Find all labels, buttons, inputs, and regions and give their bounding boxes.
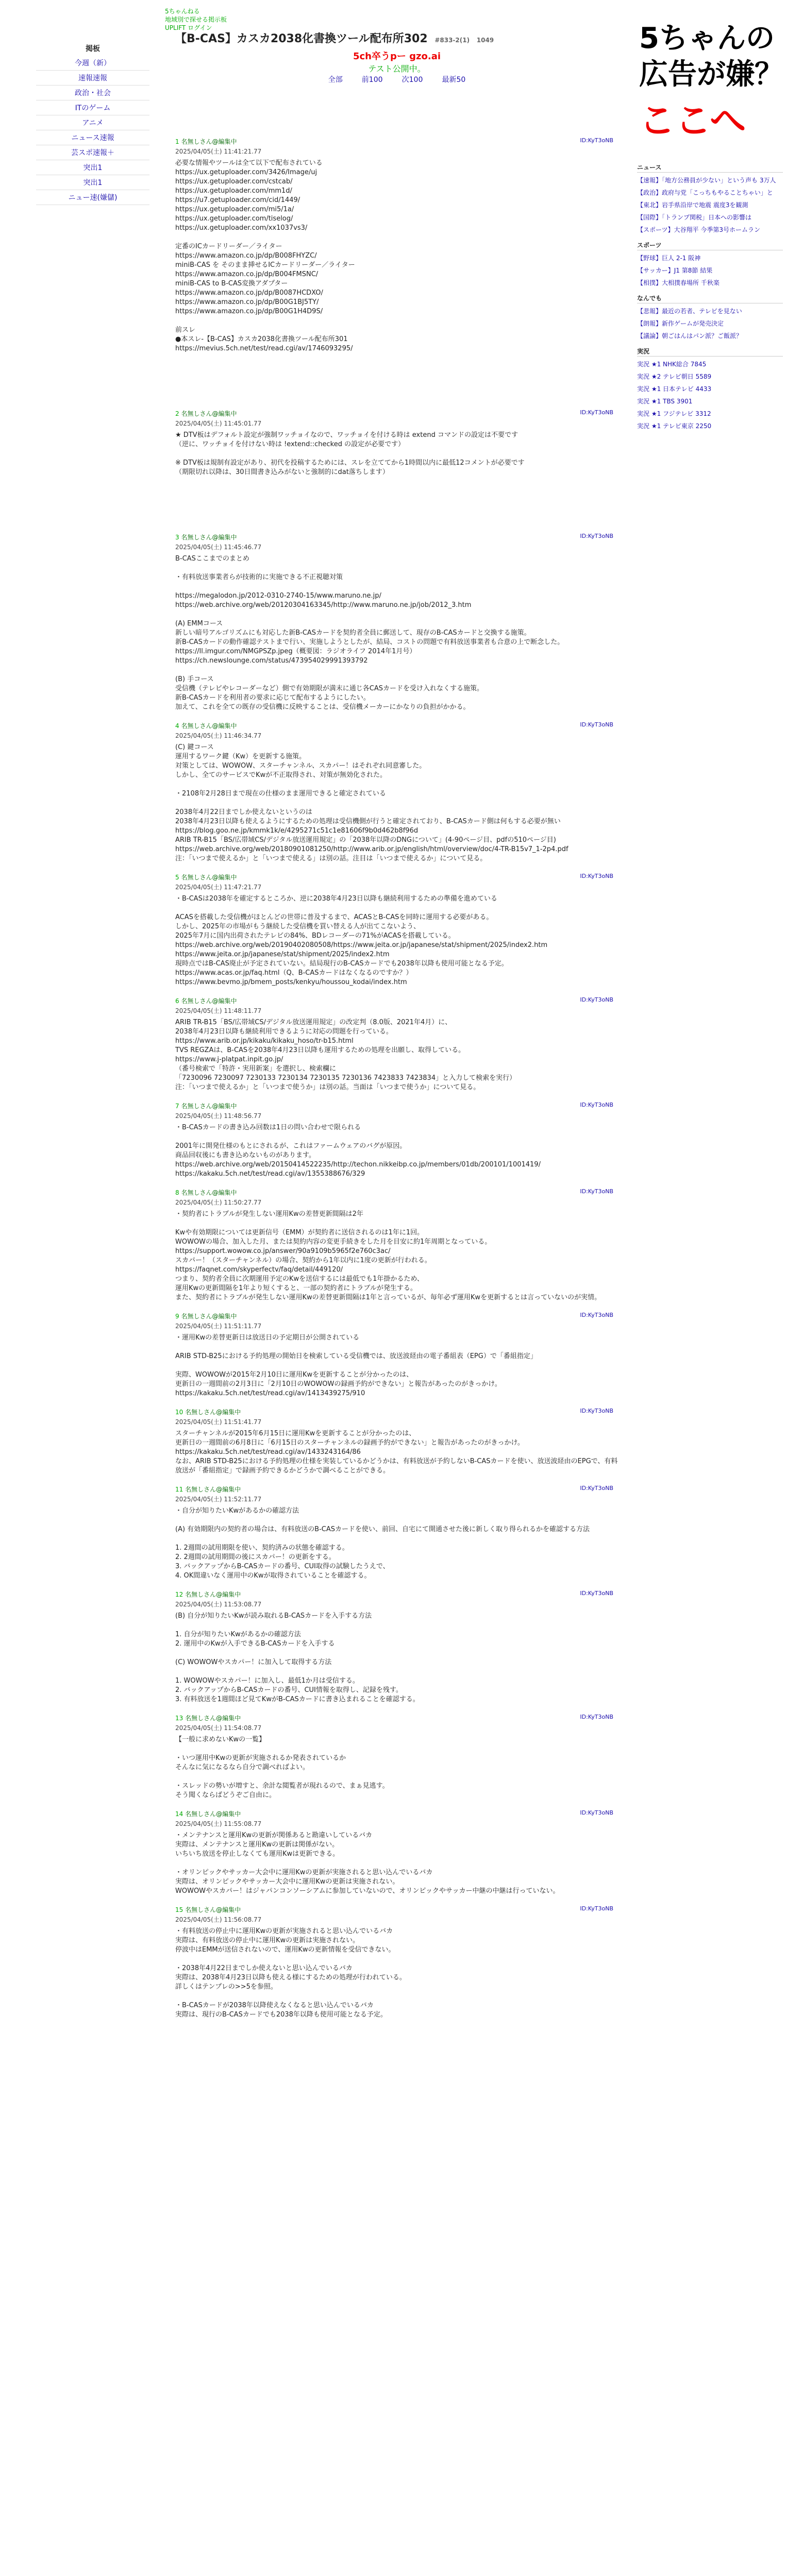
- post-author[interactable]: 名無しさん@編集中: [181, 410, 237, 417]
- post-id[interactable]: ID:KyT3oNB: [580, 1590, 613, 1597]
- post-number[interactable]: 2: [175, 410, 179, 417]
- post-author[interactable]: 名無しさん@編集中: [185, 1906, 241, 1913]
- news-item[interactable]: 【政治】政府与党「こっちもやることちゃい」と: [637, 189, 773, 196]
- post-meta: [175, 137, 618, 156]
- post-meta: [175, 1408, 618, 1426]
- sports-header: スポーツ: [637, 241, 783, 250]
- post-number[interactable]: 9: [175, 1313, 179, 1320]
- jikkyo-item[interactable]: 実況 ★1 TBS 3901: [637, 398, 693, 405]
- post-date: 2025/04/05(土) 11:47:21.77: [175, 884, 262, 891]
- post-id[interactable]: ID:KyT3oNB: [580, 409, 613, 416]
- post-body: ・B-CASカードの書き込み回数は1日の問い合わせで限られる 2001年に開発仕様のもとにされるが、これはファームウェアのバグが原因。 商品回収後にも書き込めないものがあります。 https://web.archive.org/web/20150414522235/http://techon.nikkeibp.co.jp/members/01db/200101/1001419/ https://kakaku.5ch.net/test/read.cgi/av/1355388676/329: [175, 1124, 541, 1178]
- left-sidebar: [0, 41, 155, 205]
- post-body: ・メンテナンスと運用Kwの更新が関係あると勘違いしているバカ 実際は、メンテナンスと運用Kwの更新は関係がない。 いちいち放送を停止しなくても運用Kwは更新できる。 ・オリンピックやサッカー大会中に運用Kwの更新が実施されると思い込んでいるバカ 実際は、オリンピックやサッカー大会中に運用Kwの更新は実施されない。 WOWOWやスカパー！はジャパンコンソーシアムに参加していないので、オリンピックやサッカー中継の中継は行っていない。: [175, 1832, 560, 1895]
- post: [175, 137, 618, 353]
- post: [175, 533, 618, 712]
- nav-item[interactable]: 突出1: [36, 160, 149, 175]
- post-date: 2025/04/05(土) 11:50:27.77: [175, 1199, 262, 1206]
- board-nav: [36, 41, 149, 205]
- post-number[interactable]: 14: [175, 1810, 183, 1818]
- post-date: 2025/04/05(土) 11:45:46.77: [175, 544, 262, 551]
- post-id[interactable]: ID:KyT3oNB: [580, 137, 613, 144]
- pager-all[interactable]: 全部: [328, 76, 343, 84]
- sports-item[interactable]: 【相撲】大相撲春場所 千秋楽: [637, 279, 720, 286]
- post-date: 2025/04/05(土) 11:54:08.77: [175, 1724, 262, 1732]
- nandemo-item[interactable]: 【議論】朝ごはんはパン派？ご飯派？: [637, 332, 743, 340]
- post-author[interactable]: 名無しさん@編集中: [181, 722, 237, 730]
- post-body: 必要な情報やツールは全て以下で配布されている https://ux.getuploader.com/3426/Image/uj https://ux.getuploader.com/cstcab/ https://ux.getuploader.com/mm1d/ https://u7.getuploader.com/cid/1449/ https://ux.getuploader.com/mi5/1a/ https://ux.getuploader.com/tiselog/ https://ux.getuploader.com/xx1037vs3/ 定番のICカードリーダー／ライター https://www.amazon.co.jp/dp/B008FHYZC/ miniB-CAS を そのまま挿せるICカードリーダー／ライター https://www.amazon.co.jp/dp/B004FMSNC/ miniB-CAS to B-CAS変換アダプター https://www.amazon.co.jp/dp/B0087HCDXO/ https://www.amazon.co.jp/dp/B00G1BJ5TY/ https://www.amazon.co.jp/dp/B00G1H4D9S/ 前スレ ●本スレ-【B-CAS】カスカ2038化書換ツール配布所301 https://mevius.5ch.net/test/read.cgi/av/1746093295/: [175, 159, 355, 352]
- post-number[interactable]: 15: [175, 1906, 183, 1913]
- post-id[interactable]: ID:KyT3oNB: [580, 1809, 613, 1816]
- thread-header: [165, 49, 629, 84]
- post-id[interactable]: ID:KyT3oNB: [580, 1714, 613, 1720]
- post-author[interactable]: 名無しさん@編集中: [181, 997, 237, 1005]
- post-meta: [175, 1188, 618, 1207]
- post-meta: [175, 533, 618, 551]
- jikkyo-item[interactable]: 実況 ★1 フジテレビ 3312: [637, 410, 711, 417]
- post: [175, 1714, 618, 1800]
- post-meta: [175, 1590, 618, 1608]
- post: [175, 1101, 618, 1179]
- pager-prev[interactable]: 前100: [361, 76, 383, 84]
- post-meta: [175, 1485, 618, 1503]
- post-author[interactable]: 名無しさん@編集中: [185, 1409, 241, 1416]
- post-author[interactable]: 名無しさん@編集中: [181, 1313, 237, 1320]
- pager-next[interactable]: 次100: [402, 76, 423, 84]
- post-number[interactable]: 13: [175, 1715, 183, 1722]
- news-item[interactable]: 【スポーツ】大谷翔平 今季第3号ホームラン: [637, 226, 760, 233]
- nandemo-item[interactable]: 【朗報】新作ゲームが発売決定: [637, 320, 724, 327]
- post-author[interactable]: 名無しさん@編集中: [181, 1103, 237, 1110]
- post: [175, 1809, 618, 1896]
- post-author[interactable]: 名無しさん@編集中: [181, 874, 237, 881]
- thread-num: #833-2(1): [434, 37, 470, 44]
- post: [175, 1590, 618, 1704]
- top-link[interactable]: UPLIFT ログイン: [165, 24, 212, 31]
- nav-item[interactable]: 芸スポ速報＋: [36, 145, 149, 160]
- post: [175, 1485, 618, 1581]
- post-body: スターチャンネルが2015年6月15日に運用Kwを更新することが分かったのは、 更新日の一週間前の6月8日に「6月15日のスターチャンネルの録画予約ができない」と報告があったのがきっかけ。 https://kakaku.5ch.net/test/read.cgi/av/1433243164/86 なお、ARIB STD-B25における予約処理の仕様を実装しているかどうかは、有料放送が予約しないB-CASカードを使い、放送波経由のEPGで、有料放送が「番組指定」で録画予約できるかどうかで調べることができる。: [175, 1430, 618, 1475]
- post-id[interactable]: ID:KyT3oNB: [580, 721, 613, 728]
- post-meta: [175, 1905, 618, 1924]
- sports-item[interactable]: 【サッカー】J1 第8節 結果: [637, 267, 713, 274]
- post: [175, 873, 618, 987]
- nandemo-item[interactable]: 【悲報】最近の若者、テレビを見ない: [637, 308, 742, 315]
- post-date: 2025/04/05(土) 11:46:34.77: [175, 732, 262, 739]
- nav-item[interactable]: ITのゲーム: [36, 100, 149, 115]
- post-date: 2025/04/05(土) 11:56:08.77: [175, 1916, 262, 1923]
- post-body: ARIB TR-B15「BS/広帯域CS/デジタル放送運用規定」の改定判（8.0版、2021年4月）に、 2038年4月23日以降も継続利用できるように対応の問題を行っている。 https://www.arib.or.jp/kikaku/kikaku_hoso/tr-b15.html TVS REGZAは、B-CASを2038年4月23日以降も運用するための処理を出願し、取得している。 https://www.j-platpat.inpit.go.jp/ （番号検索で「特許・実用新案」を選択し、検索欄に 「7230096 7230097 7230133 7230134 7230135 7230136 7423833 7423834」と入力して検索を実行） 注：「いつまで使えるか」と「いつまで使うか」は別の話。当面は「いつまで使うか」について見る。: [175, 1019, 516, 1091]
- post-date: 2025/04/05(土) 11:48:56.77: [175, 1112, 262, 1120]
- promo-line-1[interactable]: 5ch卒うpー gzo.ai: [353, 51, 441, 62]
- post-author[interactable]: 名無しさん@編集中: [181, 138, 237, 145]
- news-item[interactable]: 【東北】岩手県沿岸で地震 震度3を観測: [637, 201, 748, 209]
- right-sidebar: [634, 0, 786, 436]
- post-body: ・契約者にトラブルが発生しない運用Kwの差替更新間隔は2年 Kwや有効期限については更新信号（EMM）が契約者に送信されるのは1年に1回。 WOWOWの場合、加入した月、または契約内容の変更手続きをした月を目安に約1年周期となっている。 https://support.wowow.co.jp/answer/90a9109b5965f2e760c3ac/ スカパー！（スターチャンネル）の場合、契約から1年以内に1度の更新が行われる。 https://faqnet.com/skyperfectv/faq/detail/449120/ つまり、契約者全員に次期運用予定のKwを送信するには最低でも1年掛かるため、 運用Kwの更新間隔を1年より短くすると、一部の契約者にトラブルが発生する。 また、契約者にトラブルが発生しない運用Kwの差替更新間隔は1年と言っているが、毎年必ず運用Kwを更新するとは言っていないのが実情。: [175, 1210, 601, 1301]
- post: [175, 1408, 618, 1476]
- post-meta: [175, 873, 618, 891]
- post-body: 【一般に求めないKwの一覧】 ・いつ運用中Kwの更新が実施されるか発表されているか そんなに気になるなら自分で調べればよい。 ・スレッドの勢いが増すと、余計な閲覧者が現れるので、まぁ見逃す。 そう聞くならばどうぞご自由に。: [175, 1736, 389, 1799]
- pager-latest[interactable]: 最新50: [442, 76, 466, 84]
- thread-tag: 1049: [476, 37, 494, 44]
- post-body: (C) 鍵コース 運用するワーク鍵（Kw）を更新する施策。 対策としては、WOWOW、スターチャンネル、スカパー！はそれぞれ同意審した。 しかし、全てのサービスでKwが不正取得され、対策が無効化された。 ・2108年2月28日まで現在の仕様のまま運用できると確定されている 2038年4月22日までしか使えないというのは 2038年4月23日以降も使えるようにするための処理は受信機側が行うと確定されており、B-CASカード側は何もする必要が無い https://blog.goo.ne.jp/kmmk1k/e/4295271c51c1e81606f9b0d462b8f96d ARIB TR-B15「BS/広帯域CS/デジタル放送運用規定」の「2038年以降のDNGについて」(4-90ページ目、pdfの510ページ目) https://web.archive.org/web/20180901081250/http://www.arib.or.jp/english/html/overview/doc/4-TR-B15v7_1-2p4.pdf 注：「いつまで使えるか」と「いつまで使える」は別の話。注目は「いつまで使えるか」について見る。: [175, 743, 568, 862]
- post-id[interactable]: ID:KyT3oNB: [580, 533, 613, 539]
- post-body: ★ DTV板はデフォルト設定が強制ワッチョイなので、ワッチョイを付ける時は extend コマンドの設定は不要です （逆に、ワッチョイを付けない時は !extend::checked の設定が必要です） ※ DTV板は規制有設定があり、初代を投稿するためには、スレを立ててから1時間以内に最低12コメントが必要です （期限切れ以降は、30日間書き込みがないと強制的にdat落ちします）: [175, 431, 525, 476]
- post-date: 2025/04/05(土) 11:41:21.77: [175, 148, 262, 155]
- nav-item[interactable]: ニュース速報: [36, 130, 149, 145]
- news-item[interactable]: 【国際】「トランプ関税」日本への影響は: [637, 214, 752, 221]
- right-news: [634, 155, 786, 436]
- post-id[interactable]: ID:KyT3oNB: [580, 1485, 613, 1492]
- post-date: 2025/04/05(土) 11:48:11.77: [175, 1007, 262, 1014]
- thread-main: [165, 25, 629, 2576]
- top-link[interactable]: 5ちゃんねる: [165, 8, 200, 15]
- ad-line-1: 5ちゃんの: [639, 22, 775, 55]
- post-date: 2025/04/05(土) 11:55:08.77: [175, 1820, 262, 1827]
- nandemo-header: なんでも: [637, 294, 783, 303]
- post-author[interactable]: 名無しさん@編集中: [181, 1189, 237, 1196]
- post-author[interactable]: 名無しさん@編集中: [181, 534, 237, 541]
- post-id[interactable]: ID:KyT3oNB: [580, 873, 613, 879]
- post: [175, 721, 618, 863]
- post-date: 2025/04/05(土) 11:52:11.77: [175, 1496, 262, 1503]
- news-header: ニュース: [637, 163, 783, 173]
- post-date: 2025/04/05(土) 11:53:08.77: [175, 1601, 262, 1608]
- post-meta: [175, 1809, 618, 1828]
- post-author[interactable]: 名無しさん@編集中: [185, 1486, 241, 1493]
- post-number[interactable]: 10: [175, 1409, 183, 1416]
- jikkyo-header: 実況: [637, 347, 783, 357]
- thread-title-text: 【B-CAS】カスカ2038化書換ツール配布所302: [175, 32, 428, 45]
- nav-item[interactable]: アニメ: [36, 115, 149, 130]
- ad-banner[interactable]: [634, 0, 786, 155]
- nav-item[interactable]: 速報速報: [36, 71, 149, 86]
- ad-line-2: 広告が嫌？: [639, 58, 783, 91]
- post: [175, 996, 618, 1092]
- thread-title: [175, 30, 629, 46]
- news-item[interactable]: 【速報】「地方公務員が少ない」という声も 3万人: [637, 177, 776, 184]
- post-date: 2025/04/05(土) 11:51:11.77: [175, 1323, 262, 1330]
- post-number[interactable]: 4: [175, 722, 179, 730]
- sports-item[interactable]: 【野球】巨人 2-1 阪神: [637, 255, 701, 262]
- post-list: [165, 137, 629, 2020]
- post-meta: [175, 996, 618, 1015]
- jikkyo-item[interactable]: 実況 ★1 テレビ東京 2250: [637, 422, 712, 430]
- post: [175, 1188, 618, 1302]
- nav-header: 掲板: [86, 45, 100, 53]
- post: [175, 1312, 618, 1398]
- post-body: ・運用Kwの差替更新日は放送日の予定期日が公開されている ARIB STD-B25における予約処理の開始日を検索している受信機では、放送波経由の電子番組表（EPG）で「番組指定」 実際、WOWOWが2015年2月10日に運用Kwを更新することが分かったのは、 更新日の一週間前の2月3日に「2月10日のWOWOWの録画予約ができない」と報告があったのがきっかけ。 https://kakaku.5ch.net/test/read.cgi/av/1413439275/910: [175, 1334, 537, 1397]
- post-date: 2025/04/05(土) 11:51:41.77: [175, 1418, 262, 1426]
- nav-item[interactable]: 突出1: [36, 175, 149, 190]
- nav-item[interactable]: ニュー速(嫌儲): [36, 190, 149, 205]
- post-meta: [175, 721, 618, 740]
- post: [175, 409, 618, 477]
- post-body: ・B-CASは2038年を確定するところか、逆に2038年4月23日以降も継続利用するための準備を進めている ACASを搭載した受信機がほとんどの世帯に普及するまで、ACASとB-CASを同時に運用する必要がある。 しかし、2025年の市場がもう継続した受信機を買い替える人が出てこないよう、 2025年7月に国内出荷されたテレビの84%、BDレコーダーの71%がACASを搭載している。 https://web.archive.org/web/20190402080508/https://www.jeita.or.jp/japanese/stat/shipment/2025/index2.htm https://www.jeita.or.jp/japanese/stat/shipment/2025/index2.htm 現時点ではB-CAS廃止が予定されていない。結局現行のB-CASカードでも2038年以降も使用可能となる予定。 https://www.acas.or.jp/faq.html（Q、B-CASカードはなくなるのですか？） https://www.bevmo.jp/bmem_posts/kenkyu/houssou_kodai/index.htm: [175, 895, 548, 986]
- post-body: ・自分が知りたいKwがあるかの確認方法 (A) 有効期限内の契約者の場合は、有料放送のB-CASカードを使い、前回、自宅にて開通させた後に新しく取り得られるかを確認する方法 1. 2週間の試用期限を使い、契約済みの状態を確認する。 2. 2週間の試用期間の後にスカパー！の更新をする。 3. バックアップからB-CASカードの番号、CUI取得の試験したうえで、 4. OK間違いなく運用中のKwが取得されていることを確認する。: [175, 1507, 590, 1580]
- pager: [165, 74, 629, 84]
- post-date: 2025/04/05(土) 11:45:01.77: [175, 420, 262, 427]
- jikkyo-item[interactable]: 実況 ★1 NHK総合 7845: [637, 361, 707, 368]
- post-author[interactable]: 名無しさん@編集中: [185, 1715, 241, 1722]
- post-meta: [175, 1312, 618, 1330]
- promo-line-2: テスト公開中。: [368, 64, 426, 74]
- post-meta: [175, 1714, 618, 1732]
- post-number[interactable]: 6: [175, 997, 179, 1005]
- post-id[interactable]: ID:KyT3oNB: [580, 1312, 613, 1318]
- post: [175, 1905, 618, 2020]
- post-number[interactable]: 12: [175, 1591, 183, 1598]
- post-body: B-CASここまでのまとめ ・有料放送事業者らが技術的に実施できる不正視聴対策 https://megalodon.jp/2012-0310-2740-15/www.maruno.ne.jp/ https://web.archive.org/web/20120304163345/http://www.maruno.ne.jp/job/2012_3.htm (A) EMMコース 新しい暗号アルゴリズムにも対応した新B-CASカードを契約者全員に郵送して、現存のB-CASカードと交換する施策。 新B-CASカードの動作確認テストまで行い、実施しようとしたが、結局、コストの問題で有料放送事業者も合意の上で断念した。 https://ll.imgur.com/NMGPSZp.jpeg（概要図：ラジオライフ 2014年1月号） https://ch.newslounge.com/status/473954029991393792 (B) 手コース 受信機（テレビやレコーダーなど）側で有効期限が満末に通じ各CASカードを受け入れなくする施策。 新B-CASカードを利用者の要求に応じて配布するようにしたい。 加えて、これを全ての既存の受信機に反映することは、受信機メーカーにかなりの負担がかかる。: [175, 555, 564, 711]
- top-link[interactable]: 地域別で探せる掲示板: [165, 16, 227, 23]
- post-author[interactable]: 名無しさん@編集中: [185, 1810, 241, 1818]
- post-id[interactable]: ID:KyT3oNB: [580, 996, 613, 1003]
- jikkyo-item[interactable]: 実況 ★1 日本テレビ 4433: [637, 385, 712, 393]
- post-meta: [175, 1101, 618, 1120]
- post-number[interactable]: 11: [175, 1486, 183, 1493]
- post-body: ・有料放送の停止中に運用Kwの更新が実施されると思い込んでいるバカ 実際は、有料放送の停止中に運用Kwの更新は実施されない。 停波中はEMMが送信されないので、運用Kwの更新情報を受信できない。 ・2038年4月22日までしか使えないと思い込んでいるバカ 実際は、2038年4月23日以降も使える様にするための処理が行われている。 詳しくはテンプレの>>5を参照。 ・B-CASカードが2038年以降使えなくなると思い込んでいるバカ 実際は、現行のB-CASカードでも2038年以降も使用可能となる予定。: [175, 1927, 406, 2019]
- post-author[interactable]: 名無しさん@編集中: [185, 1591, 241, 1598]
- post-body: (B) 自分が知りたいKwが読み取れるB-CASカードを入手する方法 1. 自分が知りたいKwがあるかの確認方法 2. 運用中のKwが入手できるB-CASカードを入手する (C) WOWOWやスカパー！に加入して取得する方法 1. WOWOWやスカパー！に加入し、最低1か月は受信する。 2. バックアップからB-CASカードの番号、CUI情報を取得し、記録を残す。 3. 有料放送を1週間ほど見てKwがB-CASカードに書き込まれることを確認する。: [175, 1612, 420, 1703]
- post-number[interactable]: 1: [175, 138, 179, 145]
- post-id[interactable]: ID:KyT3oNB: [580, 1188, 613, 1195]
- post-number[interactable]: 8: [175, 1189, 179, 1196]
- post-id[interactable]: ID:KyT3oNB: [580, 1101, 613, 1108]
- jikkyo-item[interactable]: 実況 ★2 テレビ朝日 5589: [637, 373, 712, 380]
- post-number[interactable]: 3: [175, 534, 179, 541]
- post-id[interactable]: ID:KyT3oNB: [580, 1905, 613, 1912]
- nav-item[interactable]: 今週（新）: [36, 56, 149, 71]
- post-number[interactable]: 5: [175, 874, 179, 881]
- post-meta: [175, 409, 618, 428]
- nav-item[interactable]: 政治・社会: [36, 86, 149, 100]
- ad-line-3: ここへ: [639, 99, 746, 142]
- post-id[interactable]: ID:KyT3oNB: [580, 1408, 613, 1414]
- post-number[interactable]: 7: [175, 1103, 179, 1110]
